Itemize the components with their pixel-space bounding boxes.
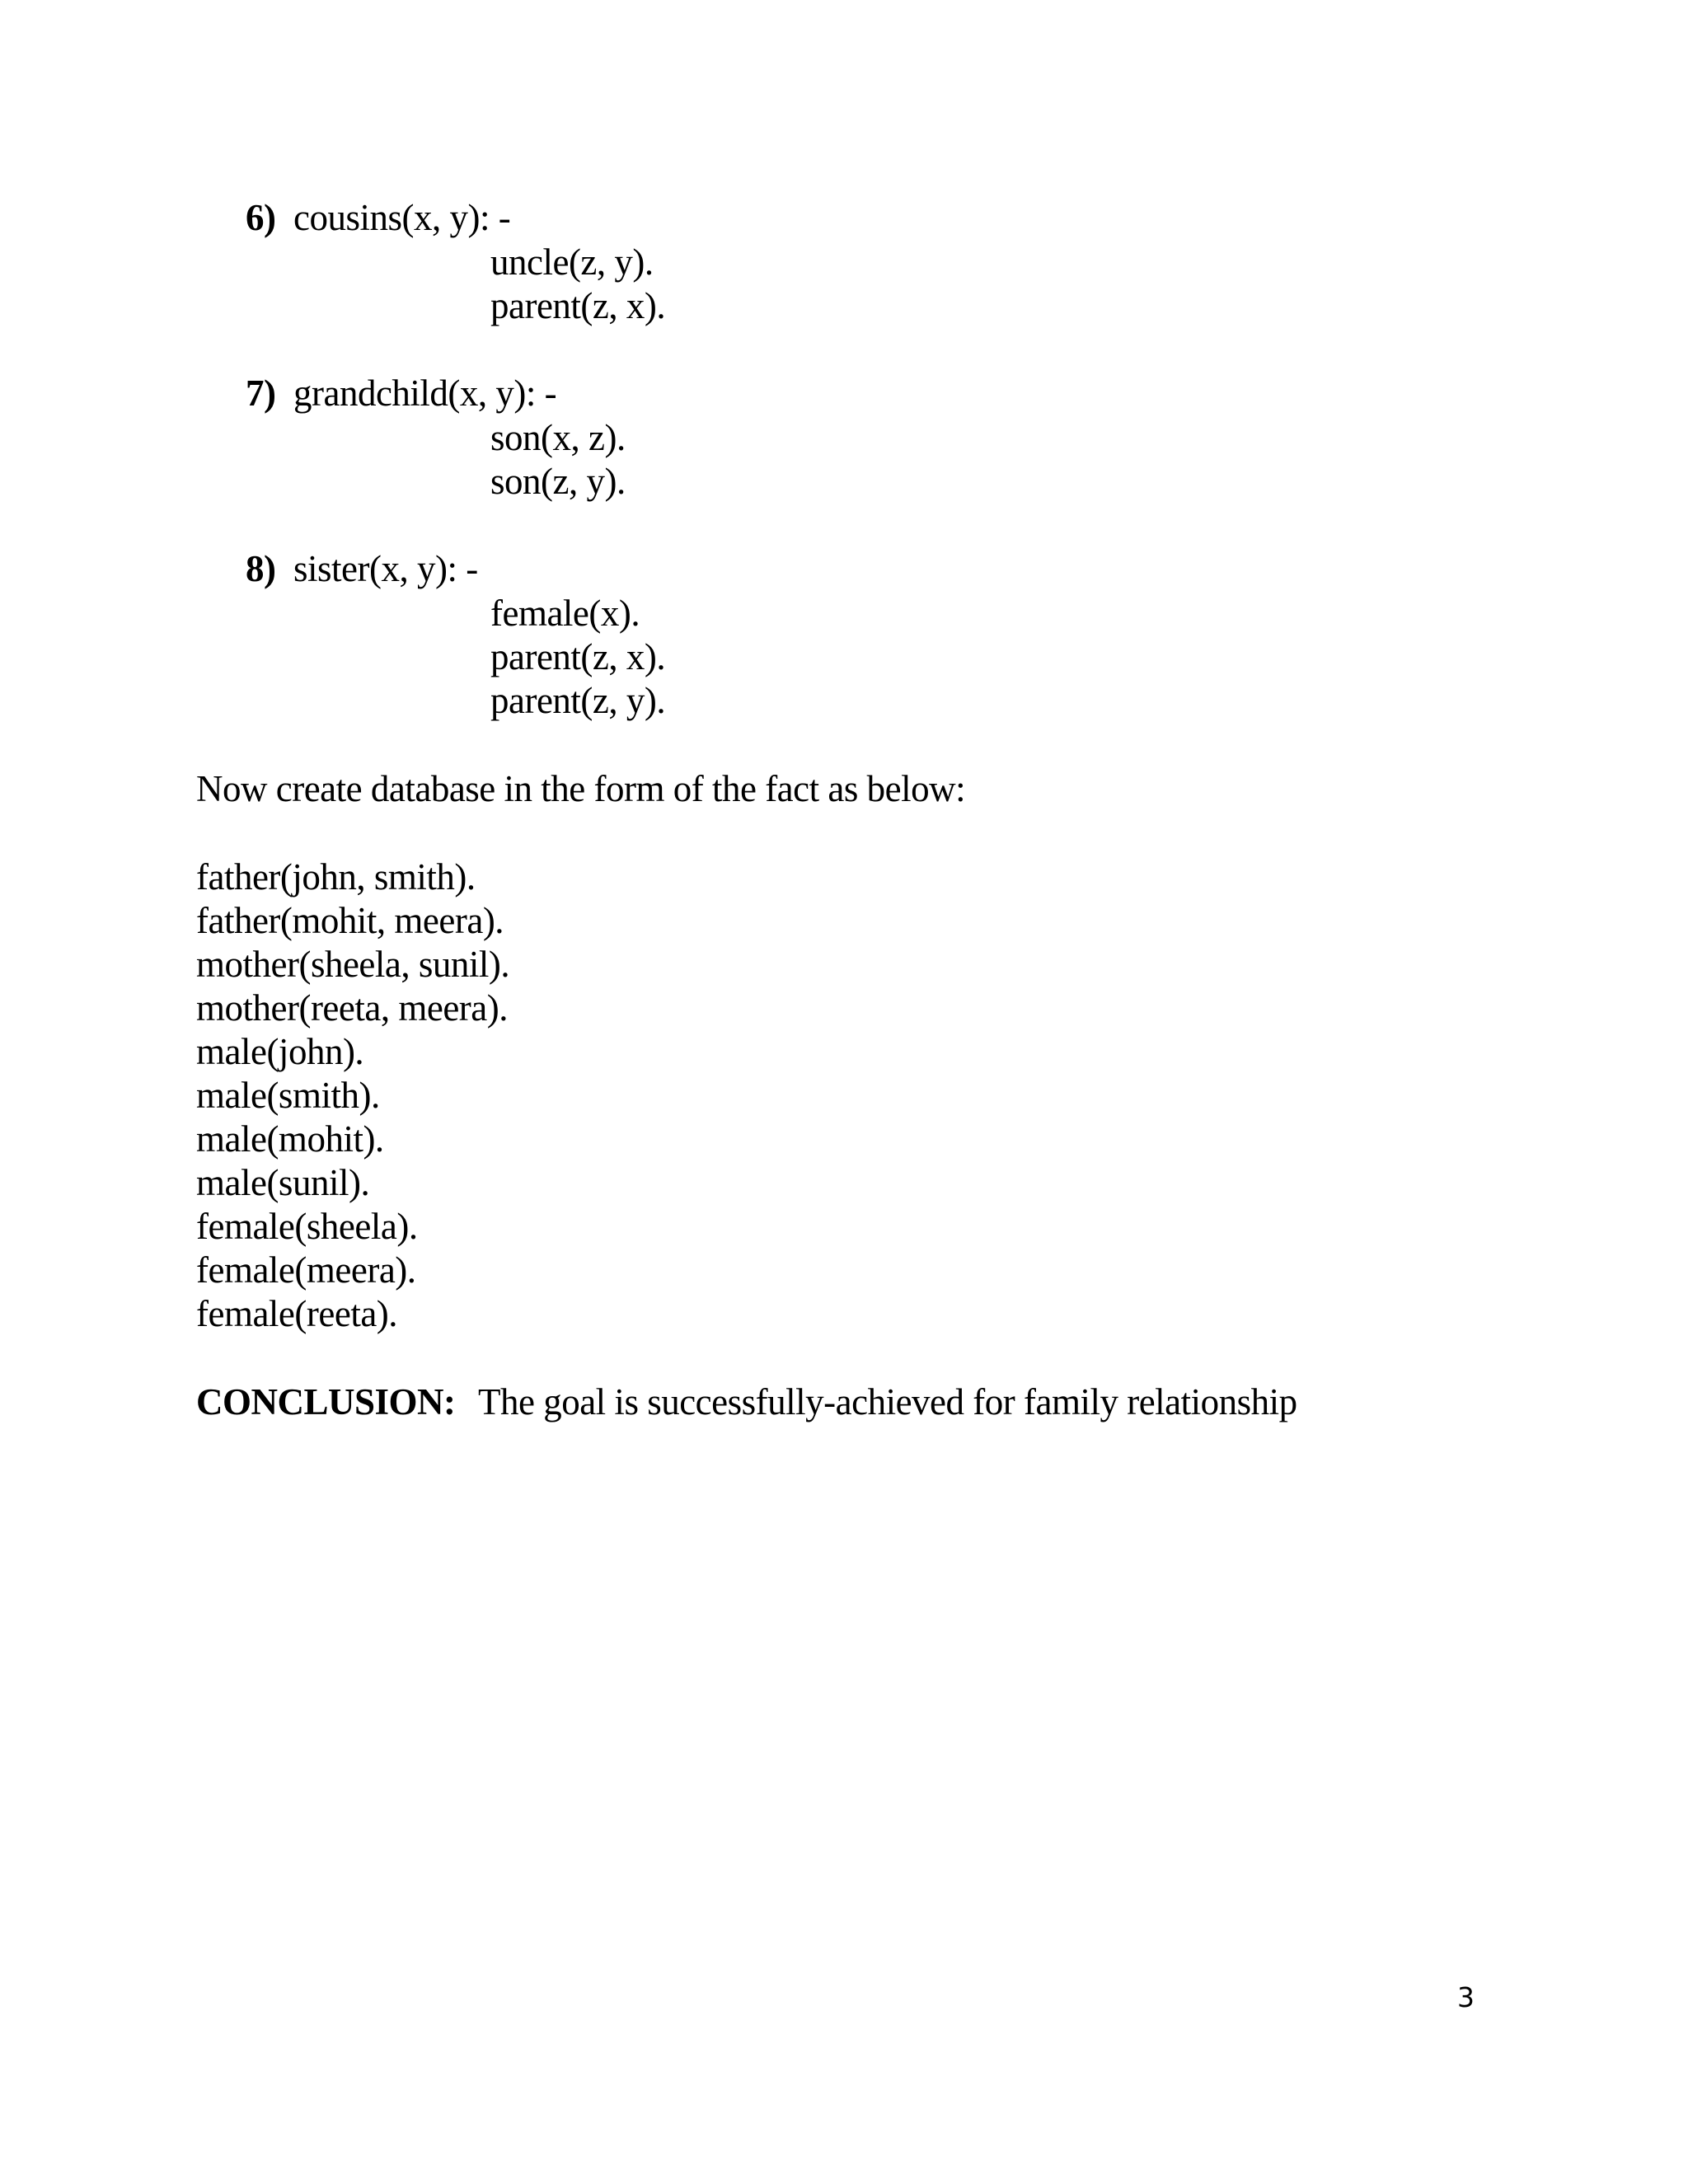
conclusion-text: The goal is successfully-achieved for family relationship: [478, 1381, 1297, 1422]
fact-line: female(meera).: [196, 1249, 416, 1291]
rule-head: sister(x, y): -: [293, 548, 478, 589]
rule-head: grandchild(x, y): -: [293, 373, 557, 414]
rule-body-line: female(x).: [490, 593, 640, 634]
fact-line: female(reeta).: [196, 1293, 398, 1334]
rule-number: 8): [246, 548, 276, 589]
fact-line: male(smith).: [196, 1075, 380, 1116]
rule-body-line: parent(z, x).: [490, 636, 666, 677]
fact-line: mother(reeta, meera).: [196, 987, 508, 1029]
page-number: 3: [1457, 1981, 1475, 2013]
rule-head: cousins(x, y): -: [293, 197, 511, 238]
fact-line: father(mohit, meera).: [196, 900, 504, 941]
rule-body-line: uncle(z, y).: [490, 241, 654, 283]
conclusion-label: CONCLUSION:: [196, 1381, 456, 1422]
rule-body-line: son(x, z).: [490, 417, 626, 458]
rule-body-line: parent(z, y).: [490, 680, 666, 721]
fact-line: female(sheela).: [196, 1206, 418, 1247]
rule-body-line: parent(z, x).: [490, 285, 666, 326]
intro-paragraph: Now create database in the form of the fact as below:: [196, 768, 966, 809]
rule-number: 7): [246, 373, 276, 414]
fact-line: male(mohit).: [196, 1118, 384, 1160]
fact-line: male(sunil).: [196, 1162, 370, 1203]
rule-body-line: son(z, y).: [490, 461, 626, 502]
fact-line: father(john, smith).: [196, 856, 476, 898]
rule-number: 6): [246, 197, 276, 238]
fact-line: male(john).: [196, 1031, 364, 1072]
fact-line: mother(sheela, sunil).: [196, 944, 510, 985]
